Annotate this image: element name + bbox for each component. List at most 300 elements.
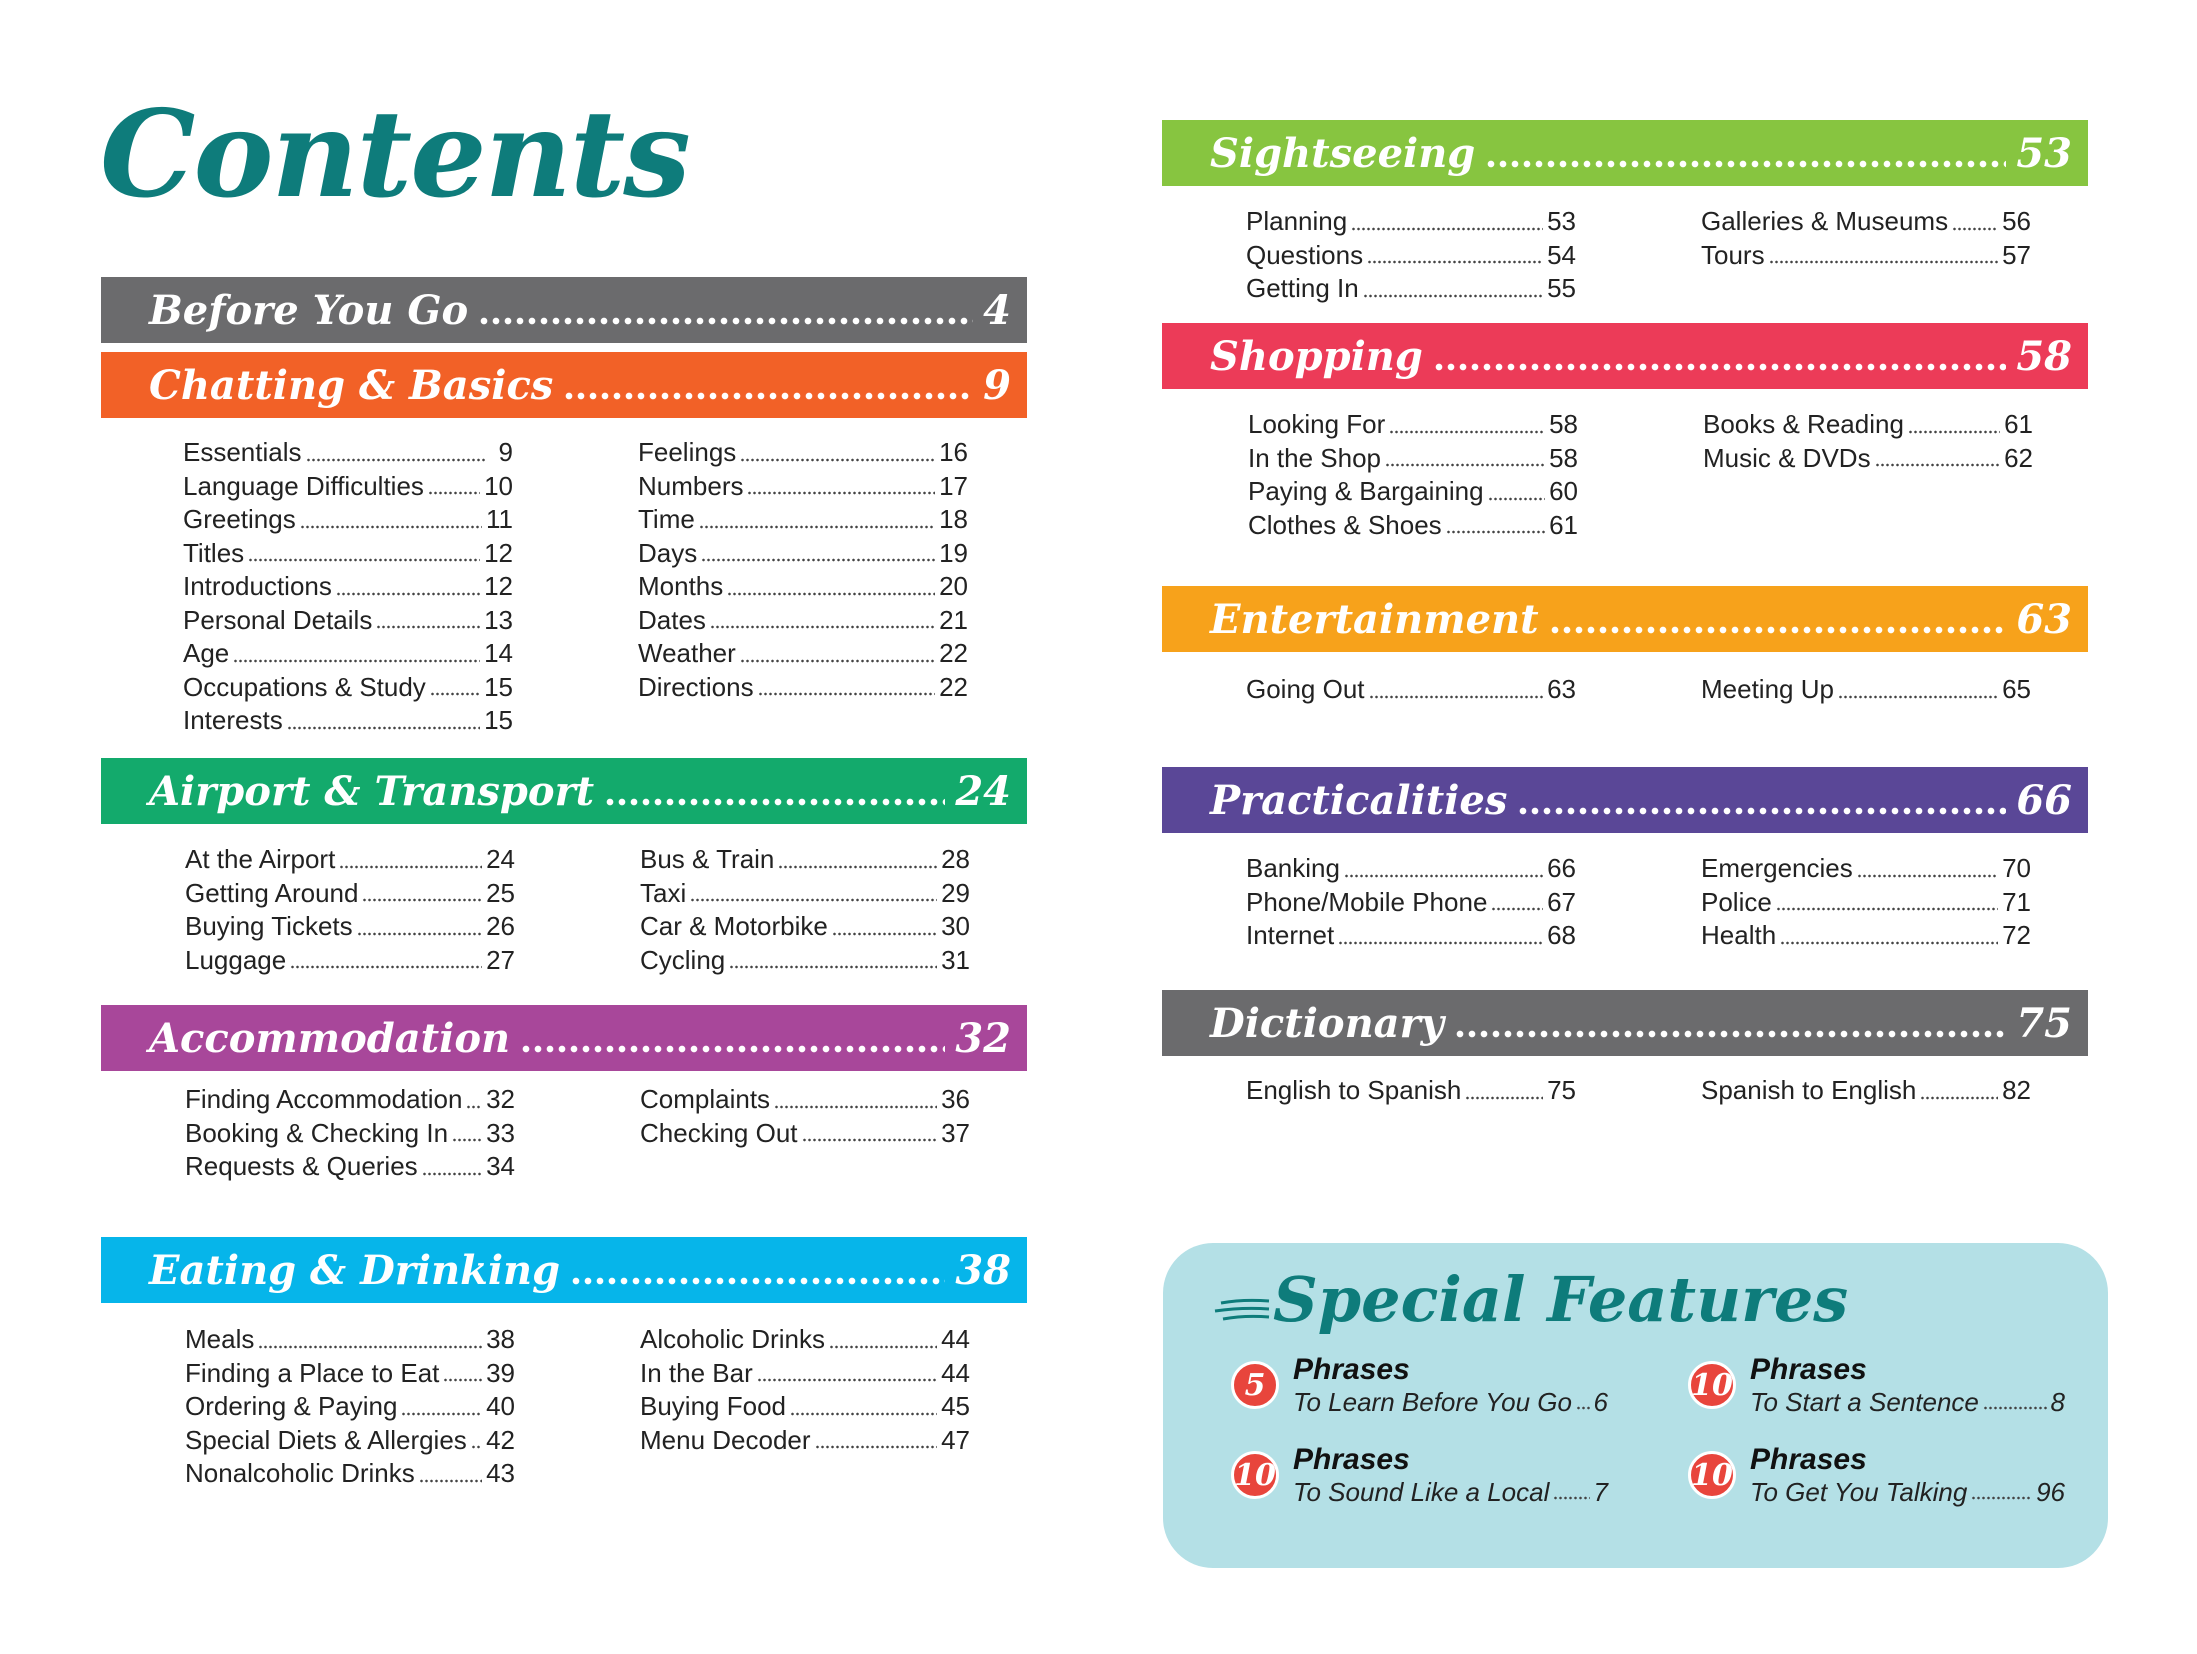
entry-label: In the Shop: [1248, 442, 1381, 473]
leader-dots: [422, 1171, 482, 1177]
entry-page: 47: [941, 1424, 970, 1455]
leader-dots: [1776, 906, 1998, 912]
column-left: [185, 1324, 515, 1492]
entry-label: Numbers: [638, 470, 744, 501]
toc-entry[interactable]: [1246, 674, 1576, 708]
entry-label: Ordering & Paying: [185, 1391, 398, 1421]
entries-eating: [185, 1324, 970, 1492]
section-bar-shopping[interactable]: [1162, 323, 2088, 389]
section-bar-eating-drinking[interactable]: [101, 1237, 1027, 1303]
toc-entry[interactable]: [640, 1358, 970, 1392]
leader-dots: [471, 1444, 482, 1450]
page-title: Contents: [100, 84, 689, 225]
column-left: [1246, 206, 1576, 307]
leader-dots: [520, 1044, 945, 1054]
entry-page: 16: [939, 437, 968, 467]
entry-page: 72: [2002, 920, 2031, 950]
toc-entry[interactable]: [640, 1391, 970, 1425]
entry-label: Clothes & Shoes: [1248, 509, 1442, 540]
toc-entry[interactable]: [1701, 206, 2031, 240]
entry-label: Days: [638, 537, 698, 568]
toc-entry[interactable]: [183, 705, 513, 739]
toc-entry[interactable]: [640, 911, 970, 945]
feature-sub: [1293, 1387, 1608, 1418]
entry-page: 20: [939, 571, 968, 601]
toc-entry[interactable]: [183, 605, 513, 639]
section-page: 24: [955, 767, 1011, 815]
entry-label: Questions: [1246, 239, 1364, 270]
toc-entry[interactable]: [1248, 409, 1578, 443]
toc-entry[interactable]: [183, 471, 513, 505]
section-bar-airport-transport[interactable]: [101, 758, 1027, 824]
toc-entry[interactable]: [185, 1458, 515, 1492]
leader-dots: [430, 691, 480, 697]
toc-entry[interactable]: [640, 878, 970, 912]
feature-head: Phrases: [1293, 1353, 1410, 1386]
section-page: 66: [2016, 776, 2072, 824]
section-title: Eating & Drinking: [149, 1246, 561, 1294]
entry-label: Months: [638, 571, 724, 601]
toc-entry[interactable]: [640, 1324, 970, 1358]
entry-page: 19: [939, 537, 968, 568]
leader-dots: [790, 1411, 937, 1417]
entry-page: 70: [2002, 853, 2031, 883]
leader-dots: [1971, 1495, 2032, 1501]
leader-dots: [336, 591, 480, 597]
leader-dots: [339, 864, 482, 870]
section-page: 4: [983, 286, 1011, 334]
entry-label: Getting Around: [185, 877, 359, 908]
toc-entry[interactable]: [1246, 920, 1576, 954]
leader-dots: [570, 1276, 945, 1286]
entry-label: Spanish to English: [1701, 1075, 1917, 1105]
entry-label: Checking Out: [640, 1117, 798, 1148]
feature-sub-label: To Learn Before You Go: [1293, 1387, 1572, 1417]
entries-shopping: [1248, 409, 2033, 543]
entry-page: 60: [1549, 476, 1578, 506]
leader-dots: [1517, 806, 2006, 816]
section-bar-entertainment[interactable]: [1162, 586, 2088, 652]
entry-label: English to Spanish: [1246, 1075, 1462, 1105]
toc-entry[interactable]: [1701, 887, 2031, 921]
toc-entry[interactable]: [185, 1358, 515, 1392]
section-title: Entertainment: [1210, 595, 1539, 643]
entry-page: 42: [486, 1424, 515, 1455]
special-feature-item[interactable]: [1231, 1443, 1608, 1508]
leader-dots: [1908, 429, 2000, 435]
column-left: [1246, 853, 1576, 954]
entry-page: 22: [939, 671, 968, 702]
leader-dots: [287, 725, 480, 731]
section-bar-dictionary[interactable]: [1162, 990, 2088, 1056]
entry-page: 36: [941, 1084, 970, 1114]
entry-page: 24: [486, 844, 515, 874]
toc-entry[interactable]: [185, 1151, 515, 1185]
column-right: [640, 844, 970, 978]
section-page: 63: [2016, 595, 2072, 643]
entry-label: Time: [638, 504, 695, 534]
toc-entry[interactable]: [185, 911, 515, 945]
leader-dots: [1857, 873, 1998, 879]
number-badge: 5: [1231, 1361, 1279, 1409]
entry-label: Age: [183, 638, 230, 668]
entry-page: 40: [486, 1391, 515, 1421]
special-feature-item[interactable]: [1688, 1353, 2065, 1418]
leader-dots: [727, 591, 935, 597]
leader-dots: [1920, 1095, 1998, 1101]
leader-dots: [1983, 1405, 2047, 1411]
special-feature-item[interactable]: [1231, 1353, 1608, 1418]
entry-page: 13: [484, 604, 513, 635]
leader-dots: [1385, 462, 1545, 468]
leader-dots: [699, 524, 935, 530]
leader-dots: [290, 964, 482, 970]
entry-label: Cycling: [640, 944, 726, 975]
section-bar-sightseeing[interactable]: [1162, 120, 2088, 186]
leader-dots: [1389, 429, 1545, 435]
leader-dots: [1454, 1029, 2006, 1039]
toc-entry[interactable]: [1703, 409, 2033, 443]
feature-sub: [1750, 1387, 2065, 1418]
entry-label: Personal Details: [183, 604, 373, 635]
toc-entry[interactable]: [640, 1118, 970, 1152]
leader-dots: [258, 1344, 482, 1350]
entry-label: At the Airport: [185, 844, 336, 874]
entry-label: Dates: [638, 604, 706, 635]
toc-entry[interactable]: [183, 538, 513, 572]
toc-entry[interactable]: [638, 672, 968, 706]
feature-sub-label: To Sound Like a Local: [1293, 1477, 1550, 1507]
section-title: Dictionary: [1210, 999, 1444, 1047]
leader-dots: [829, 1344, 937, 1350]
toc-entry[interactable]: [183, 571, 513, 605]
entry-label: Introductions: [183, 571, 332, 601]
entry-label: Emergencies: [1701, 853, 1853, 883]
toc-entry[interactable]: [185, 1391, 515, 1425]
section-page: 58: [2016, 332, 2072, 380]
leader-dots: [1491, 906, 1543, 912]
number-badge: 10: [1231, 1451, 1279, 1499]
entry-page: 11: [486, 504, 513, 534]
toc-entry[interactable]: [1701, 1075, 2031, 1109]
special-features-title: Special Features: [1273, 1263, 1849, 1336]
leader-dots: [1485, 159, 2006, 169]
section-page: 38: [955, 1246, 1011, 1294]
leader-dots: [248, 557, 480, 563]
entry-page: 58: [1549, 409, 1578, 439]
column-right: [638, 437, 968, 739]
toc-entry[interactable]: [183, 638, 513, 672]
leader-dots: [1553, 1495, 1589, 1501]
feature-page: 6: [1593, 1387, 1608, 1417]
entry-label: Menu Decoder: [640, 1424, 811, 1455]
leader-dots: [376, 624, 480, 630]
entry-page: 17: [939, 470, 968, 501]
column-left: [1246, 674, 1576, 708]
feature-page: 8: [2050, 1387, 2065, 1417]
entry-label: Requests & Queries: [185, 1151, 418, 1181]
section-title: Accommodation: [149, 1014, 511, 1062]
section-bar-before-you-go[interactable]: [101, 277, 1027, 343]
entry-page: 44: [941, 1357, 970, 1388]
toc-entry[interactable]: [1701, 853, 2031, 887]
entry-label: Titles: [183, 537, 245, 568]
leader-dots: [306, 457, 488, 463]
feature-head: Phrases: [1750, 1443, 1867, 1476]
entry-label: Interests: [183, 705, 283, 735]
leader-dots: [1875, 462, 2001, 468]
toc-entry[interactable]: [1246, 273, 1576, 307]
leader-dots: [757, 1377, 937, 1383]
entry-label: Finding Accommodation: [185, 1084, 463, 1114]
entry-label: Occupations & Study: [183, 671, 426, 702]
section-bar-chatting-basics[interactable]: [101, 352, 1027, 418]
leader-dots: [758, 691, 935, 697]
feature-page: 7: [1593, 1477, 1608, 1507]
leader-dots: [428, 490, 480, 496]
entries-practicalities: [1246, 853, 2031, 954]
entry-page: 55: [1547, 273, 1576, 303]
entry-page: 71: [2002, 886, 2031, 917]
toc-entry[interactable]: [1246, 240, 1576, 274]
column-right: [1701, 206, 2031, 307]
entry-page: 30: [941, 911, 970, 941]
entry-page: 18: [939, 504, 968, 534]
entry-label: Galleries & Museums: [1701, 206, 1949, 236]
leader-dots: [1576, 1405, 1590, 1411]
entry-page: 63: [1547, 674, 1576, 704]
leader-dots: [1446, 529, 1545, 535]
entry-label: Tours: [1701, 239, 1765, 270]
entry-label: Language Difficulties: [183, 470, 424, 501]
entry-page: 14: [484, 638, 513, 668]
entry-label: Buying Tickets: [185, 911, 353, 941]
toc-entry[interactable]: [185, 1425, 515, 1459]
toc-entry[interactable]: [638, 571, 968, 605]
entry-label: Essentials: [183, 437, 302, 467]
entry-label: Alcoholic Drinks: [640, 1324, 825, 1354]
entries-accommodation: [185, 1084, 970, 1185]
entry-page: 10: [484, 470, 513, 501]
toc-entry[interactable]: [185, 945, 515, 979]
entry-label: Complaints: [640, 1084, 771, 1114]
entry-label: Banking: [1246, 853, 1340, 883]
feature-sub-label: To Get You Talking: [1750, 1477, 1968, 1507]
section-title: Sightseeing: [1210, 129, 1476, 177]
section-title: Airport & Transport: [149, 767, 595, 815]
entry-page: 15: [484, 705, 513, 735]
entries-airport: [185, 844, 970, 978]
leader-dots: [1363, 293, 1543, 299]
toc-entry[interactable]: [183, 437, 513, 471]
leader-dots: [740, 658, 935, 664]
leader-dots: [832, 931, 937, 937]
entry-page: 37: [941, 1117, 970, 1148]
entry-page: 21: [939, 604, 968, 635]
toc-entry[interactable]: [638, 437, 968, 471]
feature-sub: [1293, 1477, 1608, 1508]
entry-label: Nonalcoholic Drinks: [185, 1458, 415, 1488]
toc-entry[interactable]: [183, 504, 513, 538]
leader-dots: [1338, 940, 1543, 946]
entry-label: Going Out: [1246, 674, 1365, 704]
entry-page: 43: [486, 1458, 515, 1488]
toc-entry[interactable]: [640, 945, 970, 979]
entry-page: 15: [484, 671, 513, 702]
feature-head: Phrases: [1750, 1353, 1867, 1386]
feature-page: 96: [2036, 1477, 2065, 1507]
entry-label: Police: [1701, 886, 1772, 917]
entry-label: Internet: [1246, 920, 1335, 950]
speed-lines-icon: [1213, 1295, 1273, 1325]
toc-entry[interactable]: [640, 844, 970, 878]
leader-dots: [1369, 694, 1544, 700]
entry-page: 44: [941, 1324, 970, 1354]
entry-label: Paying & Bargaining: [1248, 476, 1484, 506]
toc-entry[interactable]: [1703, 443, 2033, 477]
leader-dots: [1465, 1095, 1543, 1101]
toc-entry[interactable]: [185, 1118, 515, 1152]
entry-page: 39: [486, 1357, 515, 1388]
entry-page: 61: [1549, 509, 1578, 540]
column-right: [1703, 409, 2033, 543]
leader-dots: [300, 524, 482, 530]
leader-dots: [729, 964, 937, 970]
entry-page: 25: [486, 877, 515, 908]
entry-label: In the Bar: [640, 1357, 753, 1388]
column-right: [640, 1324, 970, 1492]
column-left: [1248, 409, 1578, 543]
toc-entry[interactable]: [638, 538, 968, 572]
column-right: [640, 1084, 970, 1185]
entry-page: 62: [2004, 442, 2033, 473]
toc-entry[interactable]: [638, 638, 968, 672]
entry-label: Weather: [638, 638, 736, 668]
entry-page: 26: [486, 911, 515, 941]
column-left: [185, 1084, 515, 1185]
section-title: Practicalities: [1210, 776, 1508, 824]
section-bar-practicalities[interactable]: [1162, 767, 2088, 833]
entry-page: 28: [941, 844, 970, 874]
section-page: 9: [983, 361, 1011, 409]
entry-label: Planning: [1246, 206, 1348, 236]
toc-entry[interactable]: [1701, 674, 2031, 708]
section-title: Chatting & Basics: [149, 361, 554, 409]
toc-entry[interactable]: [1246, 853, 1576, 887]
entry-page: 53: [1547, 206, 1576, 236]
toc-entry[interactable]: [1248, 510, 1578, 544]
toc-entry[interactable]: [1246, 206, 1576, 240]
column-left: [183, 437, 513, 739]
entry-page: 27: [486, 944, 515, 975]
number-badge: 10: [1688, 1361, 1736, 1409]
leader-dots: [1488, 496, 1545, 502]
feature-sub: [1750, 1477, 2065, 1508]
toc-entry[interactable]: [183, 672, 513, 706]
entry-page: 12: [484, 571, 513, 601]
section-title: Shopping: [1210, 332, 1423, 380]
column-left: [1246, 1075, 1576, 1109]
section-bar-accommodation[interactable]: [101, 1005, 1027, 1071]
entry-page: 9: [498, 437, 513, 467]
entry-label: Directions: [638, 671, 754, 702]
entries-sightseeing: [1246, 206, 2031, 307]
leader-dots: [747, 490, 935, 496]
entry-page: 22: [939, 638, 968, 668]
entry-label: Books & Reading: [1703, 409, 1904, 439]
toc-entry[interactable]: [1701, 920, 2031, 954]
entry-page: 34: [486, 1151, 515, 1181]
toc-entry[interactable]: [638, 504, 968, 538]
toc-entry[interactable]: [638, 605, 968, 639]
leader-dots: [357, 931, 482, 937]
entry-page: 38: [486, 1324, 515, 1354]
section-title: Before You Go: [149, 286, 469, 334]
leader-dots: [740, 457, 935, 463]
entries-chatting: [183, 437, 968, 739]
toc-entry[interactable]: [1246, 887, 1576, 921]
toc-entry[interactable]: [640, 1425, 970, 1459]
leader-dots: [604, 797, 945, 807]
entry-page: 61: [2004, 409, 2033, 439]
toc-entry[interactable]: [640, 1084, 970, 1118]
entry-label: Getting In: [1246, 273, 1359, 303]
toc-entry[interactable]: [185, 1324, 515, 1358]
entry-page: 56: [2002, 206, 2031, 236]
entry-page: 66: [1547, 853, 1576, 883]
special-feature-item[interactable]: [1688, 1443, 2065, 1508]
entry-label: Meals: [185, 1324, 255, 1354]
leader-dots: [1351, 226, 1543, 232]
entry-label: Booking & Checking In: [185, 1117, 449, 1148]
toc-entry[interactable]: [185, 844, 515, 878]
entry-label: Greetings: [183, 504, 296, 534]
leader-dots: [401, 1411, 482, 1417]
leader-dots: [774, 1104, 937, 1110]
leader-dots: [701, 557, 935, 563]
toc-entry[interactable]: [185, 878, 515, 912]
entry-page: 31: [941, 944, 970, 975]
leader-dots: [778, 864, 937, 870]
entry-label: Health: [1701, 920, 1777, 950]
entry-page: 82: [2002, 1075, 2031, 1105]
entry-label: Special Diets & Allergies: [185, 1424, 467, 1455]
toc-entry[interactable]: [1701, 240, 2031, 274]
toc-entry[interactable]: [1248, 476, 1578, 510]
section-page: 32: [955, 1014, 1011, 1062]
leader-dots: [1433, 362, 2006, 372]
toc-entry[interactable]: [185, 1084, 515, 1118]
leader-dots: [815, 1444, 938, 1450]
entry-label: Luggage: [185, 944, 287, 975]
leader-dots: [1344, 873, 1543, 879]
entry-page: 57: [2002, 239, 2031, 270]
leader-dots: [1769, 259, 1999, 265]
feature-head: Phrases: [1293, 1443, 1410, 1476]
leader-dots: [362, 897, 482, 903]
entries-entertainment: [1246, 674, 2031, 708]
entry-label: Phone/Mobile Phone: [1246, 886, 1488, 917]
leader-dots: [452, 1137, 482, 1143]
column-left: [185, 844, 515, 978]
leader-dots: [443, 1377, 482, 1383]
leader-dots: [1952, 226, 1998, 232]
toc-entry[interactable]: [1248, 443, 1578, 477]
toc-entry[interactable]: [1246, 1075, 1576, 1109]
section-page: 75: [2016, 999, 2072, 1047]
toc-entry[interactable]: [638, 471, 968, 505]
entry-label: Buying Food: [640, 1391, 786, 1421]
